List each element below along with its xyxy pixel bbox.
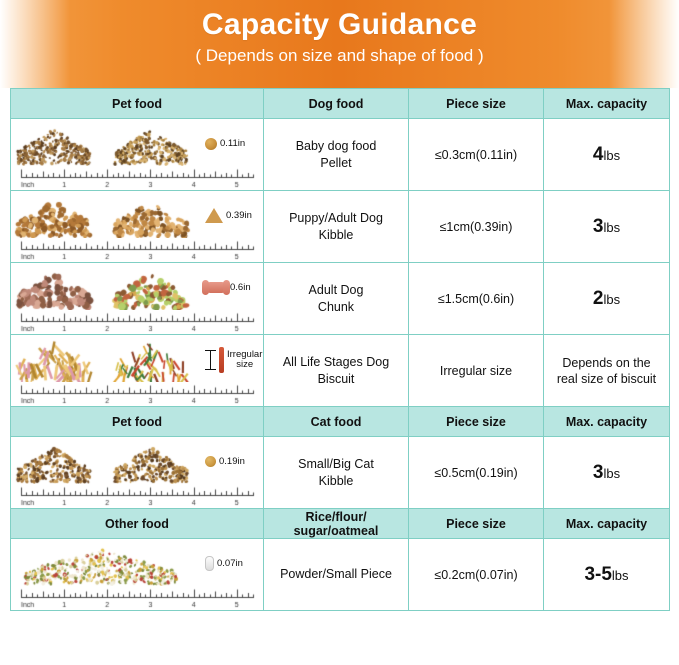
food-name-line2: Pellet [320, 155, 352, 170]
food-name-line1: Baby dog food [295, 138, 377, 153]
capacity-number: 3-5 [584, 563, 612, 585]
food-pile-image [11, 542, 191, 586]
food-name-cell [264, 335, 409, 407]
measure-arrow-icon [205, 350, 216, 370]
food-name-line2: Kibble [318, 227, 354, 242]
max-capacity-cell [544, 119, 670, 191]
food-pile-image [108, 122, 194, 166]
food-pile-image [11, 440, 97, 484]
piece-measure-label: 0.19in [219, 456, 245, 467]
food-name-line2: Chunk [317, 299, 355, 314]
piece-size-cell: ≤0.3cm(0.11in) [409, 119, 544, 191]
food-sample-cell [11, 119, 264, 191]
food-pile-image [108, 266, 194, 310]
food-name-cell [264, 263, 409, 335]
ruler-inches [11, 486, 263, 508]
capacity-unit: lbs [603, 219, 621, 235]
single-piece-sample [205, 194, 263, 238]
capacity-table-wrap [0, 88, 679, 611]
header-dog-food: Dog food [264, 89, 409, 119]
food-name-line2: Biscuit [317, 371, 355, 386]
max-capacity-cell [544, 191, 670, 263]
capacity-unit: lbs [611, 567, 629, 583]
table-row [11, 539, 670, 611]
ruler-inches [11, 240, 263, 262]
food-pile-image [108, 338, 194, 382]
piece-measure-label: 0.6in [230, 282, 251, 293]
table-row [11, 263, 670, 335]
header-max-capacity: Max. capacity [544, 89, 670, 119]
single-piece-sample [205, 122, 263, 166]
capacity-number: 3 [592, 461, 604, 483]
food-pile-image [11, 338, 97, 382]
powder-grain-icon [205, 556, 214, 571]
chunk-bone-icon [205, 282, 227, 293]
food-pile-image [108, 440, 194, 484]
single-piece-sample [205, 338, 263, 382]
pellet-round-icon [205, 138, 217, 150]
header-rice-flour-line2: sugar/oatmeal [293, 523, 379, 538]
food-name-line1: Powder/Small Piece [280, 567, 392, 581]
header-banner [0, 0, 679, 88]
table-row [11, 335, 670, 407]
kibble-triangle-icon [205, 208, 223, 223]
food-pile-image [11, 194, 97, 238]
food-sample-cell [11, 191, 264, 263]
food-sample-cell [11, 263, 264, 335]
max-capacity-cell [544, 263, 670, 335]
piece-measure-label: 0.07in [217, 558, 243, 569]
food-pile-image [11, 122, 97, 166]
single-piece-sample [205, 266, 263, 310]
table-row [11, 191, 670, 263]
capacity-unit: lbs [603, 465, 621, 481]
single-piece-sample [205, 542, 263, 586]
food-name-line1: Adult Dog [308, 282, 364, 297]
piece-size-cell: ≤1.5cm(0.6in) [409, 263, 544, 335]
piece-measure-label: 0.11in [220, 138, 246, 149]
food-name-cell [264, 539, 409, 611]
piece-measure-label: 0.39in [226, 210, 252, 221]
piece-size-cell: Irregular size [409, 335, 544, 407]
header-rice-flour [264, 509, 409, 539]
header-pet-food: Pet food [11, 89, 264, 119]
header-pet-food: Pet food [11, 407, 264, 437]
stick-biscuit-icon [219, 347, 224, 373]
single-piece-sample [205, 440, 263, 484]
food-name-cell [264, 119, 409, 191]
page-subtitle: ( Depends on size and shape of food ) [195, 46, 484, 65]
header-piece-size: Piece size [409, 509, 544, 539]
capacity-text-line1: Depends on the [562, 355, 651, 370]
ruler-inches [11, 588, 263, 610]
table-header-row [11, 407, 670, 437]
piece-size-cell: ≤0.5cm(0.19in) [409, 437, 544, 509]
piece-size-cell: ≤1cm(0.39in) [409, 191, 544, 263]
capacity-unit: lbs [603, 147, 621, 163]
header-piece-size: Piece size [409, 89, 544, 119]
capacity-number: 4 [592, 143, 604, 165]
food-name-line1: All Life Stages Dog [282, 354, 390, 369]
ruler-inches [11, 168, 263, 190]
header-max-capacity: Max. capacity [544, 509, 670, 539]
food-pile-image [108, 194, 194, 238]
food-sample-cell [11, 335, 264, 407]
food-name-line1: Puppy/Adult Dog [289, 210, 383, 225]
header-other-food: Other food [11, 509, 264, 539]
page-title: Capacity Guidance [201, 8, 478, 41]
header-max-capacity: Max. capacity [544, 407, 670, 437]
max-capacity-cell [544, 335, 670, 407]
header-piece-size: Piece size [409, 407, 544, 437]
food-name-cell [264, 191, 409, 263]
food-name-cell [264, 437, 409, 509]
cat-kibble-icon [205, 456, 216, 467]
capacity-text-line2: real size of biscuit [556, 371, 657, 386]
capacity-number: 2 [592, 287, 604, 309]
food-sample-cell [11, 437, 264, 509]
table-header-row [11, 509, 670, 539]
ruler-inches [11, 384, 263, 406]
capacity-unit: lbs [603, 291, 621, 307]
piece-size-cell: ≤0.2cm(0.07in) [409, 539, 544, 611]
ruler-inches [11, 312, 263, 334]
capacity-number: 3 [592, 215, 604, 237]
food-pile-image [11, 266, 97, 310]
piece-measure-label: Irregular size [227, 348, 263, 370]
food-name-line2: Kibble [318, 473, 354, 488]
food-name-line1: Small/Big Cat [298, 456, 374, 471]
food-sample-cell [11, 539, 264, 611]
table-row [11, 437, 670, 509]
max-capacity-cell [544, 437, 670, 509]
header-cat-food: Cat food [264, 407, 409, 437]
capacity-table [10, 88, 670, 611]
table-row [11, 119, 670, 191]
table-header-row [11, 89, 670, 119]
max-capacity-cell [544, 539, 670, 611]
header-rice-flour-line1: Rice/flour/ [305, 509, 367, 524]
